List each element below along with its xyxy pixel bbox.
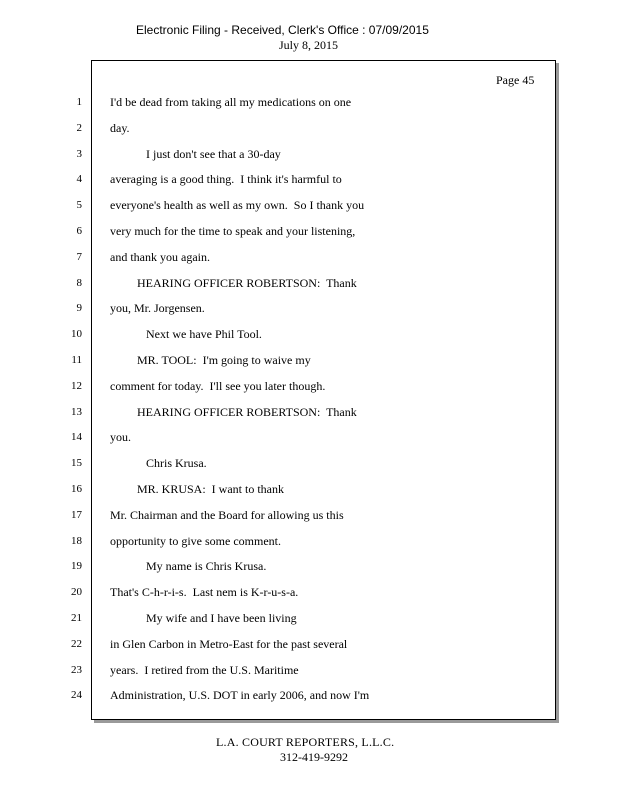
- line-number: 13: [71, 406, 82, 418]
- line-number: 3: [76, 148, 82, 160]
- line-number: 14: [71, 431, 82, 443]
- transcript-line: Mr. Chairman and the Board for allowing us this: [110, 508, 344, 522]
- line-number: 7: [76, 251, 82, 263]
- transcript-line: MR. KRUSA: I want to thank: [110, 482, 284, 496]
- transcript-line: Chris Krusa.: [110, 456, 207, 470]
- line-number: 6: [76, 225, 82, 237]
- line-number: 2: [76, 122, 82, 134]
- line-number: 24: [71, 689, 82, 701]
- transcript-line: My wife and I have been living: [110, 611, 297, 625]
- line-number: 1: [76, 96, 82, 108]
- footer-company: L.A. COURT REPORTERS, L.L.C.: [216, 735, 395, 749]
- line-number: 16: [71, 483, 82, 495]
- transcript-line: everyone's health as well as my own. So I thank you: [110, 198, 365, 212]
- transcript-line: I just don't see that a 30-day: [110, 147, 281, 161]
- page-number: Page 45: [496, 73, 535, 87]
- line-number: 11: [71, 354, 82, 366]
- transcript-line: I'd be dead from taking all my medications on one: [110, 95, 352, 109]
- line-number: 21: [71, 612, 82, 624]
- transcript-line: you, Mr. Jorgensen.: [110, 301, 205, 315]
- transcript-line: MR. TOOL: I'm going to waive my: [110, 353, 311, 367]
- transcript-line: you.: [110, 430, 131, 444]
- transcript-line: very much for the time to speak and your listening,: [110, 224, 356, 238]
- transcript-line: HEARING OFFICER ROBERTSON: Thank: [110, 405, 357, 419]
- line-number: 8: [76, 277, 82, 289]
- line-number: 18: [71, 535, 82, 547]
- hearing-date: July 8, 2015: [279, 38, 339, 52]
- transcript-line: years. I retired from the U.S. Maritime: [110, 663, 299, 677]
- transcript-line: in Glen Carbon in Metro-East for the past several: [110, 637, 348, 651]
- transcript-line: Next we have Phil Tool.: [110, 327, 262, 341]
- filing-stamp: Electronic Filing - Received, Clerk's Office : 07/09/2015: [136, 23, 429, 37]
- transcript-line: day.: [110, 121, 130, 135]
- line-number: 9: [76, 302, 82, 314]
- transcript-line: That's C-h-r-i-s. Last nem is K-r-u-s-a.: [110, 585, 299, 599]
- transcript-line: opportunity to give some comment.: [110, 534, 281, 548]
- line-number: 19: [71, 560, 82, 572]
- transcript-line: Administration, U.S. DOT in early 2006, and now I'm: [110, 688, 370, 702]
- transcript-line: averaging is a good thing. I think it's harmful to: [110, 172, 342, 186]
- transcript-line: HEARING OFFICER ROBERTSON: Thank: [110, 276, 357, 290]
- line-number: 12: [71, 380, 82, 392]
- footer-phone: 312-419-9292: [280, 750, 348, 764]
- line-number: 23: [71, 664, 82, 676]
- line-number: 20: [71, 586, 82, 598]
- transcript-line: My name is Chris Krusa.: [110, 559, 267, 573]
- transcript-line: and thank you again.: [110, 250, 210, 264]
- line-number: 15: [71, 457, 82, 469]
- line-number: 4: [76, 173, 82, 185]
- line-number: 17: [71, 509, 82, 521]
- line-number: 5: [76, 199, 82, 211]
- transcript-line: comment for today. I'll see you later though.: [110, 379, 326, 393]
- line-number: 22: [71, 638, 82, 650]
- line-number: 10: [71, 328, 82, 340]
